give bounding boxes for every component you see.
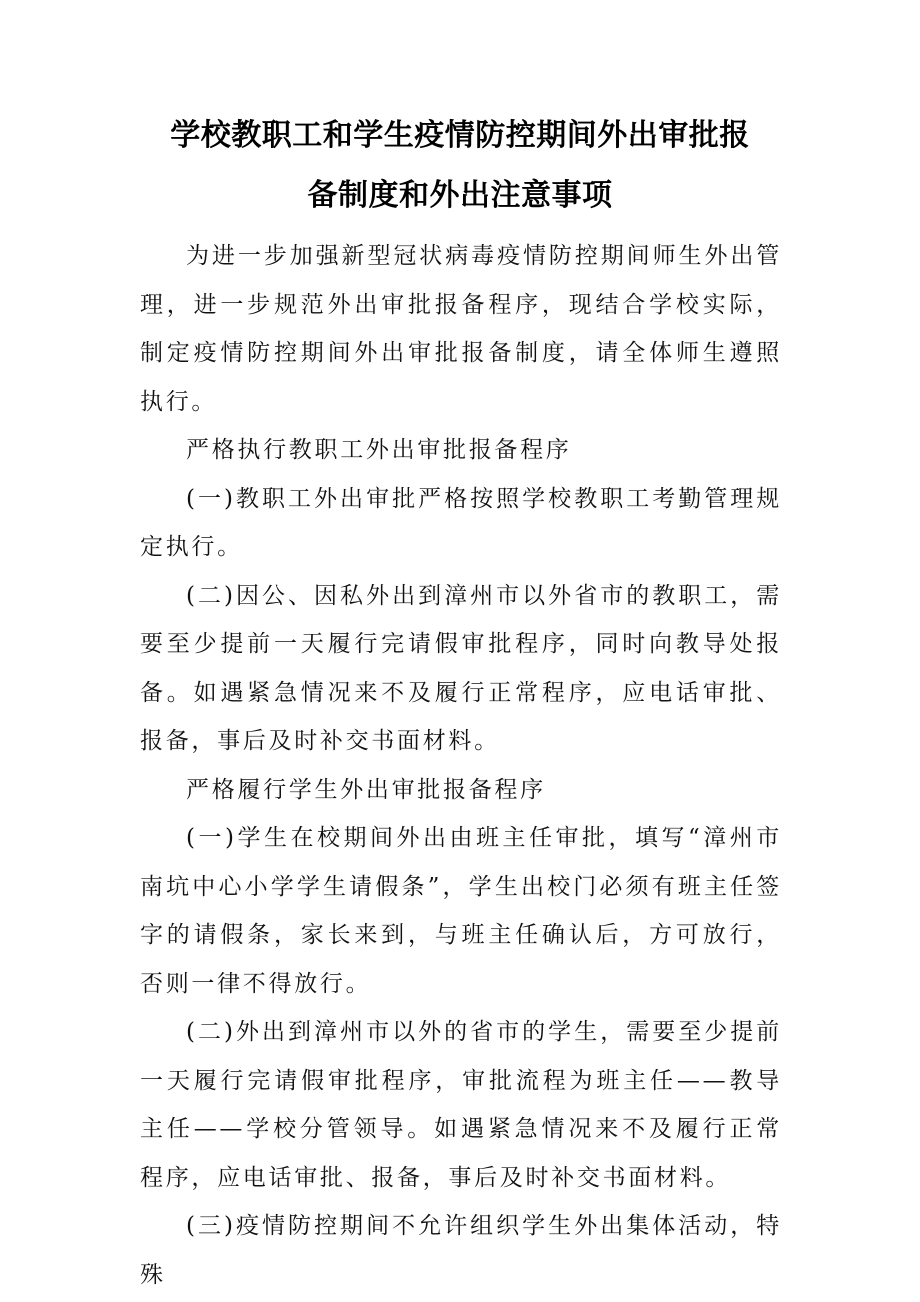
student-rule-3: (三)疫情防控期间不允许组织学生外出集体活动，特殊 <box>140 1213 782 1288</box>
document-title-line-1: 学校教职工和学生疫情防控期间外出审批报 <box>170 118 750 153</box>
document-title-line-2: 备制度和外出注意事项 <box>307 178 613 213</box>
intro-paragraph: 为进一步加强新型冠状病毒疫情防控期间师生外出管理，进一步规范外出审批报备程序，现结合学校实际，制定疫情防控期间外出审批报备制度，请全体师生遵照执行。 <box>140 243 782 415</box>
section-heading-staff: 严格执行教职工外出审批报备程序 <box>186 437 572 463</box>
student-rule-1: (一)学生在校期间外出由班主任审批，填写“漳州市南坑中心小学学生请假条”，学生出校门必须有班主任签字的请假条，家长来到，与班主任确认后，方可放行，否则一律不得放行。 <box>140 825 782 997</box>
document-body <box>140 232 782 1299</box>
student-rule-2: (二)外出到漳州市以外的省市的学生，需要至少提前一天履行完请假审批程序，审批流程为班主任——教导主任——学校分管领导。如遇紧急情况来不及履行正常程序，应电话审批、报备，事后及时补交书面材料。 <box>140 1019 782 1191</box>
staff-rule-2: (二)因公、因私外出到漳州市以外省市的教职工，需要至少提前一天履行完请假审批程序，同时向教导处报备。如遇紧急情况来不及履行正常程序，应电话审批、报备，事后及时补交书面材料。 <box>140 582 782 754</box>
section-heading-students: 严格履行学生外出审批报备程序 <box>186 776 546 803</box>
staff-rule-1: (一)教职工外出审批严格按照学校教职工考勤管理规定执行。 <box>140 485 782 560</box>
